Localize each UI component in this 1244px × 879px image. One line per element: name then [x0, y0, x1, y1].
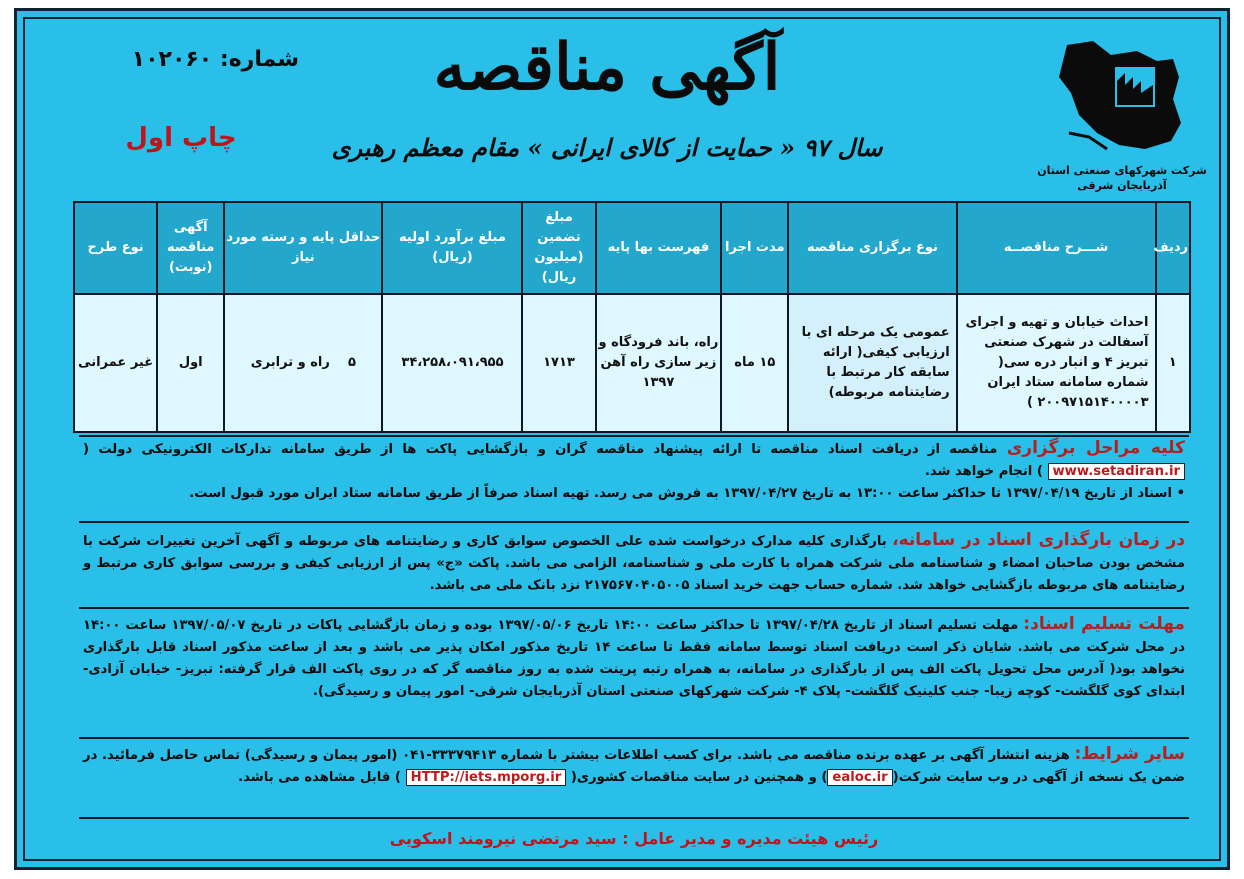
iets-link[interactable]: HTTP://iets.mporg.ir	[406, 769, 567, 786]
company-logo	[1027, 37, 1217, 193]
deadline-text: مهلت تسلیم اسناد از تاریخ ۱۳۹۷/۰۴/۲۸ تا حداکثر ساعت ۱۴:۰۰ تاریخ ۱۳۹۷/۰۵/۰۶ بوده و زمان بازگشایی پاکات در تاریخ ۱۳۹۷/۰۵/۰۷ ساعت ۱۴:۰۰ در محل شرکت می باشد. شایان ذکر است دریافت اسناد توسط سامانه فقط تا ساعت ۱۴ تاریخ مذکور امکان پذیر می باشد و بعد از ساعت مذکور اسناد قابل بارگذاری نخواهد بود( آدرس محل تحویل پاکت الف پس از بارگذاری در سامانه، به همراه رتبه پرینت شده به روز مناقصه گر که در روی پاکت الف قرار گرفته: تبریز- خیابان آزادی- ابتدای کوی گلگشت- کوچه زیبا- جنب کلینیک گلگشت- پلاک ۴- شرکت شهرکهای صنعتی استان آذربایجان شرقی- امور پیمان و رسیدگی).	[83, 618, 1185, 699]
deadline-lead: مهلت تسلیم اسناد:	[1023, 614, 1185, 634]
col-header: مبلغ تضمین (میلیون ریال)	[522, 202, 595, 294]
other-tail: ) قابل مشاهده می باشد.	[238, 770, 406, 785]
edition-label: چاپ اول	[125, 123, 237, 153]
notice-number: شماره: ۱۰۲۰۶۰	[131, 47, 299, 72]
col-header: نوع برگزاری مناقصه	[788, 202, 956, 294]
notice-subtitle: سال ۹۷ « حمایت از کالای ایرانی » مقام معظم رهبری	[331, 133, 883, 162]
row-requirement	[224, 294, 382, 432]
row-notice: اول	[157, 294, 224, 432]
field-value: راه و ترابری	[250, 355, 330, 370]
col-header: مبلغ برآورد اولیه (ریال)	[382, 202, 522, 294]
col-header: حداقل پایه و رسته مورد نیاز	[224, 202, 382, 294]
ealoc-link[interactable]: ealoc.ir	[827, 769, 892, 786]
tender-table	[73, 201, 1191, 433]
row-description: احداث خیابان و تهیه و اجرای آسفالت در شهرک صنعتی تبریز ۴ و انبار دره سی( شماره سامانه ستاد ایران ۲۰۰۹۷۱۵۱۴۰۰۰۰۳ )	[957, 294, 1156, 432]
table-header-row	[74, 202, 1190, 294]
row-tender-type: عمومی یک مرحله ای با ارزیابی کیفی( ارائه سابقه کار مرتبط با رضایتنامه مربوطه)	[788, 294, 956, 432]
iran-map-icon	[1049, 37, 1189, 157]
company-name: شرکت شهرکهای صنعتی استان آذربایجان شرقی	[1037, 164, 1207, 192]
col-header: آگهی مناقصه (نوبت)	[157, 202, 224, 294]
col-header: مدت اجرا	[721, 202, 788, 294]
other-mid: ) و همچنین در سایت مناقصات کشوری(	[566, 770, 828, 785]
section-stages	[79, 435, 1189, 521]
col-header: نوع طرح	[74, 202, 157, 294]
notice-title: آگهی مناقصه	[433, 30, 781, 105]
table-row	[74, 294, 1190, 432]
tender-notice	[14, 8, 1230, 870]
row-duration	[721, 294, 788, 432]
setadiran-link[interactable]: www.setadiran.ir	[1048, 463, 1186, 480]
signature-line: رئیس هیئت مدیره و مدیر عامل : سید مرتضی نیرومند اسکویی	[79, 817, 1189, 859]
col-header: ردیف	[1156, 202, 1190, 294]
section-upload	[79, 521, 1189, 607]
other-text: هزینه انتشار آگهی بر عهده برنده مناقصه می باشد. برای کسب اطلاعات بیشتر با شماره ۳۳۳۷۹۴۱۳-۰۴۱ (امور پیمان و رسیدگی) تماس حاصل فرمائید. در ضمن یک نسخه از آگهی در وب سایت شرکت(	[83, 748, 1185, 785]
stages-text: مناقصه از دریافت اسناد مناقصه تا ارائه پیشنهاد مناقصه گران و بازگشایی پاکت ها از طریق سامانه تدارکات الکترونیکی دولت (	[83, 442, 1007, 457]
section-other	[79, 737, 1189, 817]
stages-tail: ) انجام خواهد شد.	[924, 464, 1048, 479]
upload-lead: در زمان بارگذاری اسناد در سامانه،	[892, 530, 1185, 550]
stages-bullet: • اسناد از تاریخ ۱۳۹۷/۰۴/۱۹ تا حداکثر ساعت ۱۳:۰۰ به تاریخ ۱۳۹۷/۰۴/۲۷ به فروش می رسد. تهیه اسناد صرفاً از طریق سامانه ستاد ایران مورد قبول است.	[189, 486, 1185, 501]
row-guarantee: ۱۷۱۳	[522, 294, 595, 432]
duration-unit: ماه	[734, 355, 755, 370]
upload-text: بارگذاری کلیه مدارک درخواست شده علی الخصوص سوابق کاری و رضایتنامه های مربوطه و آگهی آخرین تغییرات شرکت با مشخص بودن صاحبان امضاء و شناسنامه ملی شرکت همراه با کارت ملی و شناسنامه، الزامی می باشد. پاکت «ج» پس از ارزیابی کیفی و بررسی سوابق کاری مرتبط و رضایتنامه های مربوطه بازگشایی خواهد شد. شماره حساب جهت خرید اسناد ۲۱۷۵۶۷۰۴۰۵۰۰۵ نزد بانک ملی می باشد.	[83, 534, 1185, 593]
grade-value: ۵	[347, 355, 356, 370]
row-index: ۱	[1156, 294, 1190, 432]
row-plan: غیر عمرانی	[74, 294, 157, 432]
row-estimate: ۳۴،۲۵۸،۰۹۱،۹۵۵	[382, 294, 522, 432]
row-pricelist: راه، باند فرودگاه و زیر سازی راه آهن ۱۳۹۷	[596, 294, 722, 432]
duration-value: ۱۵	[759, 355, 776, 370]
other-lead: سایر شرایط:	[1074, 744, 1186, 764]
section-deadline	[79, 607, 1189, 737]
col-header: شـــرح مناقصــه	[957, 202, 1156, 294]
stages-lead: کلیه مراحل برگزاری	[1006, 438, 1185, 458]
col-header: فهرست بها پایه	[596, 202, 722, 294]
